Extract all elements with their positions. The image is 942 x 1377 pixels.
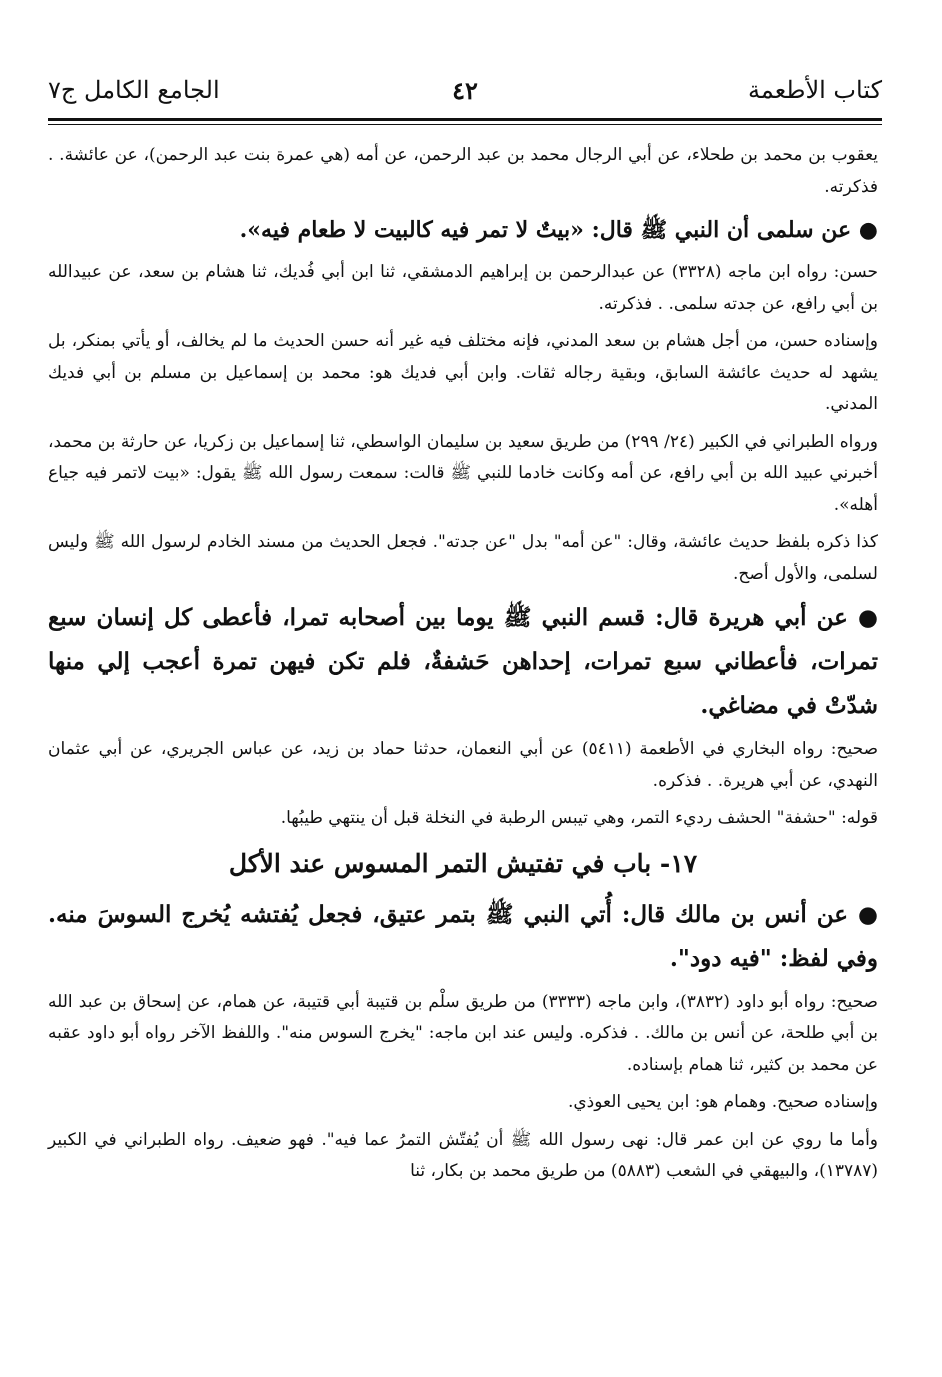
ibn-umar-note: وأما ما روي عن ابن عمر قال: نهى رسول الله ﷺ أن يُفتّش التمرُ عما فيه". فهو ضعيف. رواه الطبراني في الكبير (١٣٧٨٧)، والبيهقي في الشعب (٥٨٨٣) من طريق محمد بن بكار، ثنا [48,1129,878,1181]
note-hashafa: قوله: "حشفة" الحشف رديء التمر، وهي تيبس الرطبة في النخلة قبل أن ينتهي طيبُها. [280,808,878,828]
note-narration: كذا ذكره بلفظ حديث عائشة، وقال: "عن أمه" بدل "عن جدته". فجعل الحديث من مسند الخادم لرسول الله ﷺ وليس لسلمى، والأول أصح. [48,532,878,584]
book-title: كتاب الأطعمة [748,76,882,104]
series-title: الجامع الكامل ج٧ [48,76,220,104]
takhrij-bukhari: صحيح: رواه البخاري في الأطعمة (٥٤١١) عن أبي النعمان، حدثنا حماد بن زيد، عن عباس الجريري، عن أبي عثمان النهدي، عن أبي هريرة. . فذكره. [48,739,879,791]
page-header [48,72,882,112]
isnad-assessment: وإسناده حسن، من أجل هشام بن سعد المدني، فإنه مختلف فيه غير أنه حسن الحديث ما لم يخالف، أو يأتي بمنكر، بل يشهد له حديث عائشة السابق، وبقية رجاله ثقات. وابن أبي فديك هو: محمد بن إسماعيل بن مسلم بن أبي فديك المدني. [48,331,878,414]
chapter-heading: ١٧- باب في تفتيش التمر المسوس عند الأكل [228,848,698,878]
isnad-sahih-note: وإسناده صحيح. وهمام هو: ابن يحيى العوذي. [567,1092,878,1112]
page-body [48,140,878,1194]
takhrij-ibn-majah: حسن: رواه ابن ماجه (٣٣٢٨) عن عبدالرحمن بن إبراهيم الدمشقي، ثنا ابن أبي فُديك، ثنا هشام بن سعد، عن عبيدالله بن أبي رافع، عن جدته سلمى. . فذكرته. [48,262,879,314]
header-rule-thick [48,118,882,121]
takhrij-tabarani: ورواه الطبراني في الكبير (٢٤/ ٢٩٩) من طريق سعيد بن سليمان الواسطي، ثنا إسماعيل بن زكريا، عن حارثة بن محمد، أخبرني عبيد الله بن أبي رافع، عن أمه وكانت خادما للنبي ﷺ قالت: سمعت رسول الله ﷺ يقول: «بيت لاتمر فيه جياع أهله». [48,431,878,515]
paragraph-isnad-continuation: يعقوب بن محمد بن طحلاء، عن أبي الرجال محمد بن عبد الرحمن، عن أمه (هي عمرة بنت عبد الرحمن)، عن عائشة. . فذكرته. [48,145,878,197]
header-rule-thin [48,124,882,125]
hadith-salma: ● عن سلمى أن النبي ﷺ قال: «بيتٌ لا تمر فيه كالبيت لا طعام فيه». [239,217,878,243]
hadith-abu-hurayra: ● عن أبي هريرة قال: قسم النبي ﷺ يوما بين أصحابه تمرا، فأعطى كل إنسان سبع تمرات، فأعطاني سبع تمرات، إحداهن حَشفةٌ، فلم تكن فيهن تمرة أعجب إلي منها شدّتْ في مضاغي. [48,604,878,719]
page-number: ٤٢ [452,76,478,105]
takhrij-abu-dawud: صحيح: رواه أبو داود (٣٨٣٢)، وابن ماجه (٣٣٣٣) من طريق سلْم بن قتيبة أبي قتيبة، عن همام، عن إسحاق بن عبد الله بن أبي طلحة، عن أنس بن مالك. . فذكره. وليس عند ابن ماجه: "يخرج السوس منه". واللفظ الآخر رواه أبو داود عقبه عن محمد بن كثير، ثنا همام بإسناده. [48,991,878,1075]
hadith-anas: ● عن أنس بن مالك قال: أُتي النبي ﷺ بتمر عتيق، فجعل يُفتشه يُخرج السوسَ منه. وفي لفظ: "فيه دود". [48,900,878,972]
